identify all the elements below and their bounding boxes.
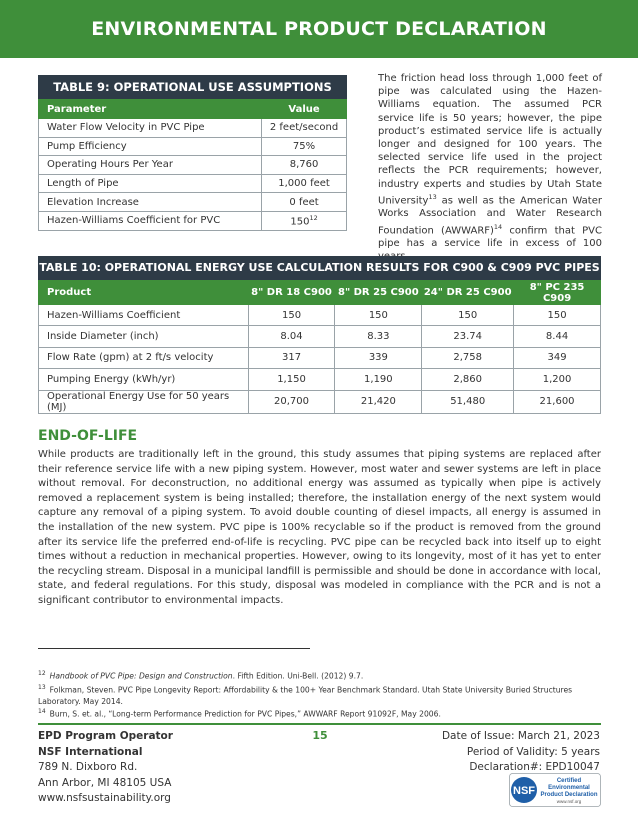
footnote-title: Handbook of PVC Pipe: Design and Construction xyxy=(49,671,233,681)
section-heading: END-OF-LIFE xyxy=(38,428,138,444)
footnote-divider xyxy=(38,648,310,649)
footnote-13 xyxy=(38,682,601,708)
page-title: ENVIRONMENTAL PRODUCT DECLARATION xyxy=(91,18,547,40)
table10-cell: 8.04 xyxy=(248,326,335,347)
footer-divider xyxy=(38,723,601,725)
table-row xyxy=(39,137,347,156)
table9-cell: Operating Hours Per Year xyxy=(39,156,262,175)
table10-cell: Inside Diameter (inch) xyxy=(39,326,249,347)
table10-cell: 1,190 xyxy=(335,369,422,390)
end-of-life-paragraph: While products are traditionally left in the ground, this study assumes that piping systems are replaced after their reference service life with a new piping system. However, most water and sewer systems are left in place without removal. For deconstruction, no additional energy was assumed as typically when pipe is actively removed a replacement system is being installed; therefore, the installation energy of the next system would capture any removal of a piping system. To avoid double counting of diesel impacts, all energy is assumed in the installation of the new system. PVC pipe is 100% recyclable so if the product is removed from the ground after its service life the preferred end-of-life is recycling. PVC pipe can be recycled back into itself up to eight times without a reduction in mechanical properties. However, owing to its longevity, most of it has yet to enter the recycling stream. Disposal in a municipal landfill is permissible and should be done in accordance with local, state, and federal regulations. For this study, disposal was modeled in compliance with the PCR and is not a significant contributor to environmental impacts. xyxy=(38,449,601,606)
service-life-paragraph xyxy=(378,72,602,264)
table9 xyxy=(38,99,347,231)
footnote-text: . Fifth Edition. Uni-Bell. (2012) 9.7. xyxy=(232,671,364,681)
footnote-ref: 14 xyxy=(493,222,503,231)
table10 xyxy=(38,280,601,414)
date-of-issue: Date of Issue: March 21, 2023 xyxy=(441,730,600,742)
header-banner xyxy=(0,0,638,58)
badge-line-1: Certified xyxy=(556,778,582,784)
table10-cell: 349 xyxy=(514,347,601,368)
table9-cell: 8,760 xyxy=(262,156,347,175)
table9-cell: Elevation Increase xyxy=(39,193,262,212)
table9-cell: Water Flow Velocity in PVC Pipe xyxy=(39,119,262,138)
table9-cell-value: 150 xyxy=(290,216,310,228)
table10-cell: 21,600 xyxy=(514,390,601,413)
table-row xyxy=(39,174,347,193)
table10-header: 8" PC 235 C909 xyxy=(514,281,601,305)
table10-cell: 21,420 xyxy=(335,390,422,413)
table10-header-row xyxy=(39,281,601,305)
table-row xyxy=(39,369,601,390)
badge-line-3: Product Declaration xyxy=(540,792,598,798)
table9-cell xyxy=(262,211,347,230)
nsf-certified-epd-badge xyxy=(509,773,601,807)
table9-header-parameter: Parameter xyxy=(39,100,262,119)
footnote-number: 12 xyxy=(38,670,46,677)
table9-title: TABLE 9: OPERATIONAL USE ASSUMPTIONS xyxy=(38,75,347,99)
table10-cell: 23.74 xyxy=(422,326,514,347)
footnote-ref: 12 xyxy=(309,214,318,223)
period-of-validity: Period of Validity: 5 years xyxy=(466,745,600,758)
table-row xyxy=(39,156,347,175)
table-row xyxy=(39,119,347,138)
table10-header: 8" DR 25 C900 xyxy=(335,281,422,305)
table10-cell: 2,860 xyxy=(422,369,514,390)
nsf-logo-text: NSF xyxy=(513,785,535,797)
table9-header-row xyxy=(39,100,347,119)
badge-url: www.nsf.org xyxy=(556,799,582,804)
table10-cell: 150 xyxy=(422,305,514,326)
table10-header: 24" DR 25 C900 xyxy=(422,281,514,305)
table10-cell: 2,758 xyxy=(422,347,514,368)
table9-cell: Length of Pipe xyxy=(39,174,262,193)
table10-cell: 317 xyxy=(248,347,335,368)
paragraph-text: confirm that PVC pipe has a service life in excess of 100 xyxy=(378,224,602,250)
table9-cell: 2 feet/second xyxy=(262,119,347,138)
operator-org: NSF International xyxy=(38,745,143,758)
table10-cell: 1,150 xyxy=(248,369,335,390)
table10-title: TABLE 10: OPERATIONAL ENERGY USE CALCULATION RESULTS FOR C900 & C909 PVC PIPES xyxy=(38,256,601,280)
table10-cell: 339 xyxy=(335,347,422,368)
footnote-text: Burn, S. et. al., “Long-term Performance Prediction for PVC Pipes,” AWWARF Report 91092F, May 2006. xyxy=(49,709,441,719)
footer-operator-block xyxy=(38,729,173,807)
table10-header: 8" DR 18 C900 xyxy=(248,281,335,305)
table10-header: Product xyxy=(39,281,249,305)
paragraph-text: The friction head loss through 1,000 feet of pipe was calculated using the Hazen-Williams equation. The assumed PCR service life is 50 years; however, the pipe product’s estimated service life is actually longer and designed for 100 years. The selected service life used in the project reflects the PCR requirements; however, industry experts and studies by Utah State University xyxy=(378,73,602,207)
footnote-ref: 13 xyxy=(428,192,437,201)
table-row xyxy=(39,211,347,230)
footer-declaration-block xyxy=(442,729,600,776)
table9-cell: Pump Efficiency xyxy=(39,137,262,156)
table-row xyxy=(39,347,601,368)
table10-cell: 150 xyxy=(335,305,422,326)
footnote-number: 14 xyxy=(38,708,46,715)
table10-cell: Operational Energy Use for 50 years (MJ) xyxy=(39,390,249,413)
table10-cell: 8.44 xyxy=(514,326,601,347)
table-row xyxy=(39,305,601,326)
table10-cell: Hazen-Williams Coefficient xyxy=(39,305,249,326)
table9-cell: Hazen-Williams Coefficient for PVC xyxy=(39,211,262,230)
operator-address-1: 789 N. Dixboro Rd. xyxy=(38,761,138,773)
table10-cell: 150 xyxy=(248,305,335,326)
table9-cell: 1,000 feet xyxy=(262,174,347,193)
operator-address-2: Ann Arbor, MI 48105 USA xyxy=(38,776,172,789)
footnote-text: Folkman, Steven. PVC Pipe Longevity Report: Affordability & the 100+ Year Benchmark Standard. Utah State University Buried Structures Laboratory. May 2014. xyxy=(38,685,573,707)
table-row xyxy=(39,390,601,413)
table10-cell: 51,480 xyxy=(422,390,514,413)
table-row xyxy=(39,193,347,212)
operator-website-link[interactable]: www.nsfsustainability.org xyxy=(38,792,171,804)
table10-cell: 150 xyxy=(514,305,601,326)
operator-label: EPD Program Operator xyxy=(38,730,173,742)
page-number: 15 xyxy=(312,729,328,742)
table10-cell: 8.33 xyxy=(335,326,422,347)
footnote-14 xyxy=(38,706,601,720)
table10-cell: Pumping Energy (kWh/yr) xyxy=(39,369,249,390)
footnote-12 xyxy=(38,668,601,682)
table10-cell: Flow Rate (gpm) at 2 ft/s velocity xyxy=(39,347,249,368)
footnote-number: 13 xyxy=(38,684,46,691)
badge-line-2: Environmental xyxy=(548,785,590,791)
table-row xyxy=(39,326,601,347)
table9-cell: 75% xyxy=(262,137,347,156)
table9-cell: 0 feet xyxy=(262,193,347,212)
declaration-number: Declaration#: EPD10047 xyxy=(469,761,600,773)
table9-header-value: Value xyxy=(262,100,347,119)
table10-cell: 20,700 xyxy=(248,390,335,413)
paragraph-text: as well as the American Water Works Association and Water Research Foundation (AWWARF) xyxy=(378,195,602,236)
table10-cell: 1,200 xyxy=(514,369,601,390)
